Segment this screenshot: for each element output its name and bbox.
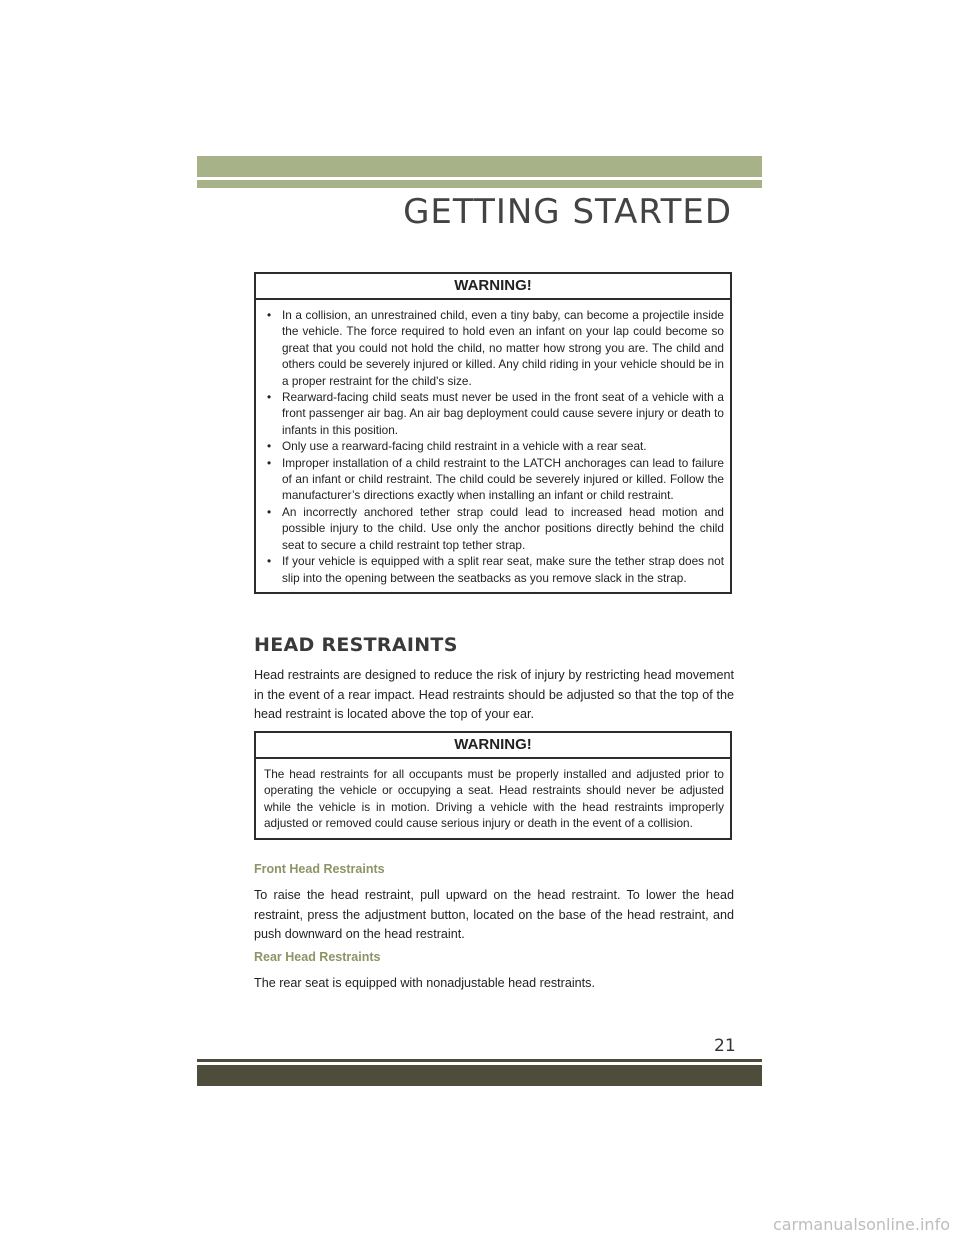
head-restraints-intro: Head restraints are designed to reduce the risk of injury by restricting head movement in the event of a rear impact. Head restraints should be adjusted so that the top of the head restraint is located above the top of your ear.	[254, 668, 734, 721]
warning-title: WARNING!	[256, 733, 730, 759]
warning-item: • Rearward-facing child seats must never be used in the front seat of a vehicle with a front passenger air bag. An air bag deployment could cause severe injury or death to infants in this position.	[264, 389, 724, 438]
warning-item: • Only use a rearward-facing child restraint in a vehicle with a rear seat.	[264, 438, 724, 454]
warning-list	[264, 307, 724, 586]
heading-head-restraints: HEAD RESTRAINTS	[254, 634, 458, 656]
footer-rule	[197, 1059, 762, 1062]
warning-box-head-restraints	[254, 731, 732, 840]
warning-item: • Improper installation of a child restraint to the LATCH anchorages can lead to failure of an infant or child restraint. The child could be severely injured or killed. Follow the manufacturer’s directions exactly when installing an infant or child restraint.	[264, 455, 724, 504]
rear-head-restraints-body: The rear seat is equipped with nonadjustable head restraints.	[254, 976, 595, 990]
subheading-front-head-restraints: Front Head Restraints	[254, 862, 385, 876]
warning-body	[256, 300, 730, 592]
warning-item: • An incorrectly anchored tether strap could lead to increased head motion and possible injury to the child. Use only the anchor positions directly behind the child seat to secure a child restraint top tether strap.	[264, 504, 724, 553]
page-number: 21	[714, 1036, 736, 1056]
warning-title: WARNING!	[256, 274, 730, 300]
header-band	[197, 156, 762, 177]
warning-item: • In a collision, an unrestrained child, even a tiny baby, can become a projectile inside the vehicle. The force required to hold even an infant on your lap could become so great that you could not hold the child, no matter how strong you are. The child and others could be severely injured or killed. Any child riding in your vehicle should be in a proper restraint for the child's size.	[264, 307, 724, 389]
header-rule	[197, 180, 762, 188]
front-head-restraints-body: To raise the head restraint, pull upward on the head restraint. To lower the head restraint, press the adjustment button, located on the base of the head restraint, and push downward on the head restraint.	[254, 888, 734, 941]
section-title: GETTING STARTED	[403, 192, 732, 232]
warning-body: The head restraints for all occupants must be properly installed and adjusted prior to operating the vehicle or occupying a seat. Head restraints should never be adjusted while the vehicle is in motion. Driving a vehicle with the head restraints improperly adjusted or removed could cause serious injury or death in the event of a collision.	[264, 767, 724, 831]
watermark: carmanualsonline.info	[772, 1215, 950, 1234]
subheading-rear-head-restraints: Rear Head Restraints	[254, 950, 381, 964]
footer-band	[197, 1065, 762, 1086]
warning-item: • If your vehicle is equipped with a split rear seat, make sure the tether strap does not slip into the opening between the seatbacks as you remove slack in the strap.	[264, 553, 724, 586]
warning-box-child-restraints	[254, 272, 732, 594]
